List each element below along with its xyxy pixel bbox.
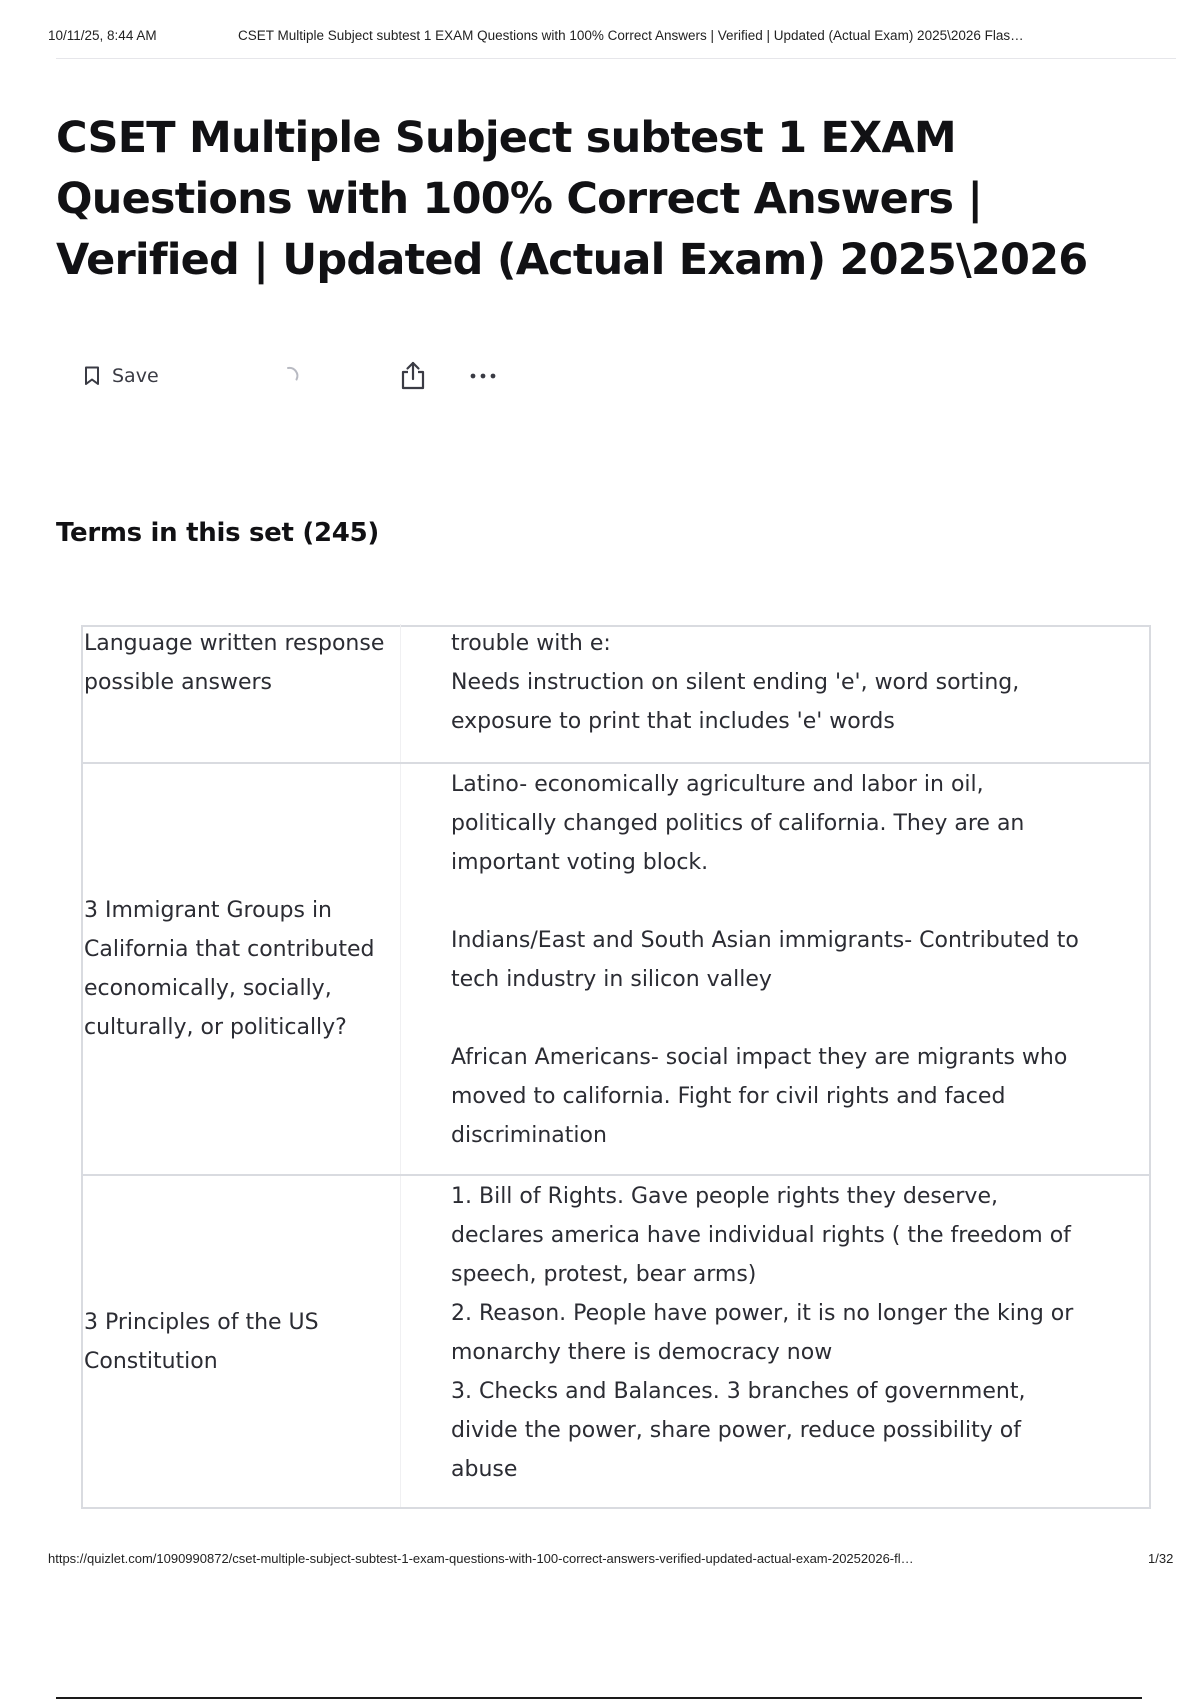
- definition-text: Latino- economically agriculture and labor in oil, politically changed politics of california. They are an important voting block. Indians/East and South Asian immigrants- Contributed to tech industry in silicon valley African Americans- social impact they are migrants who moved to california. Fight for civil rights and faced discrimination: [451, 772, 1079, 1148]
- page-title: CSET Multiple Subject subtest 1 EXAM Questions with 100% Correct Answers | Verified | Updated (Actual Exam) 2025\2026: [56, 113, 1088, 285]
- term-text: Language written response possible answers: [83, 624, 401, 762]
- bookmark-icon: [84, 366, 100, 386]
- share-icon[interactable]: [398, 360, 428, 392]
- definition-text: trouble with e: Needs instruction on silent ending 'e', word sorting, exposure to print that includes 'e' words: [451, 631, 1020, 734]
- term-text: 3 Immigrant Groups in California that contributed economically, socially, culturally, or politically?: [83, 764, 401, 1174]
- spinner-icon: [276, 362, 304, 390]
- print-document-title: CSET Multiple Subject subtest 1 EXAM Questions with 100% Correct Answers | Verified | Updated (Actual Exam) 2025\2026 Flas…: [238, 28, 1024, 43]
- print-header: [48, 28, 1176, 48]
- page-number: 1/32: [1148, 1551, 1174, 1566]
- print-url: https://quizlet.com/1090990872/cset-multiple-subject-subtest-1-exam-questions-with-100-correct-answers-verified-updated-actual-exam-20252026-fl…: [48, 1551, 914, 1566]
- page-bottom-divider: [56, 1697, 1142, 1699]
- save-button[interactable]: [84, 358, 159, 394]
- term-row: [83, 1174, 1149, 1507]
- terms-table: [81, 625, 1151, 1509]
- print-footer: [48, 1551, 1188, 1569]
- more-horizontal-icon[interactable]: [466, 360, 500, 392]
- save-label: Save: [112, 365, 159, 387]
- term-row: [83, 762, 1149, 1174]
- term-text: 3 Principles of the US Constitution: [83, 1176, 401, 1507]
- header-divider: [56, 58, 1176, 59]
- terms-heading: Terms in this set (245): [56, 518, 379, 548]
- print-datetime: 10/11/25, 8:44 AM: [48, 28, 157, 43]
- definition-text: 1. Bill of Rights. Gave people rights they deserve, declares america have individual rights ( the freedom of speech, protest, bear arms) 2. Reason. People have power, it is no longer the king or monarchy there is democracy now 3. Checks and Balances. 3 branches of government, divide the power, share power, reduce possibility of abuse: [451, 1184, 1074, 1482]
- term-row: [83, 627, 1149, 762]
